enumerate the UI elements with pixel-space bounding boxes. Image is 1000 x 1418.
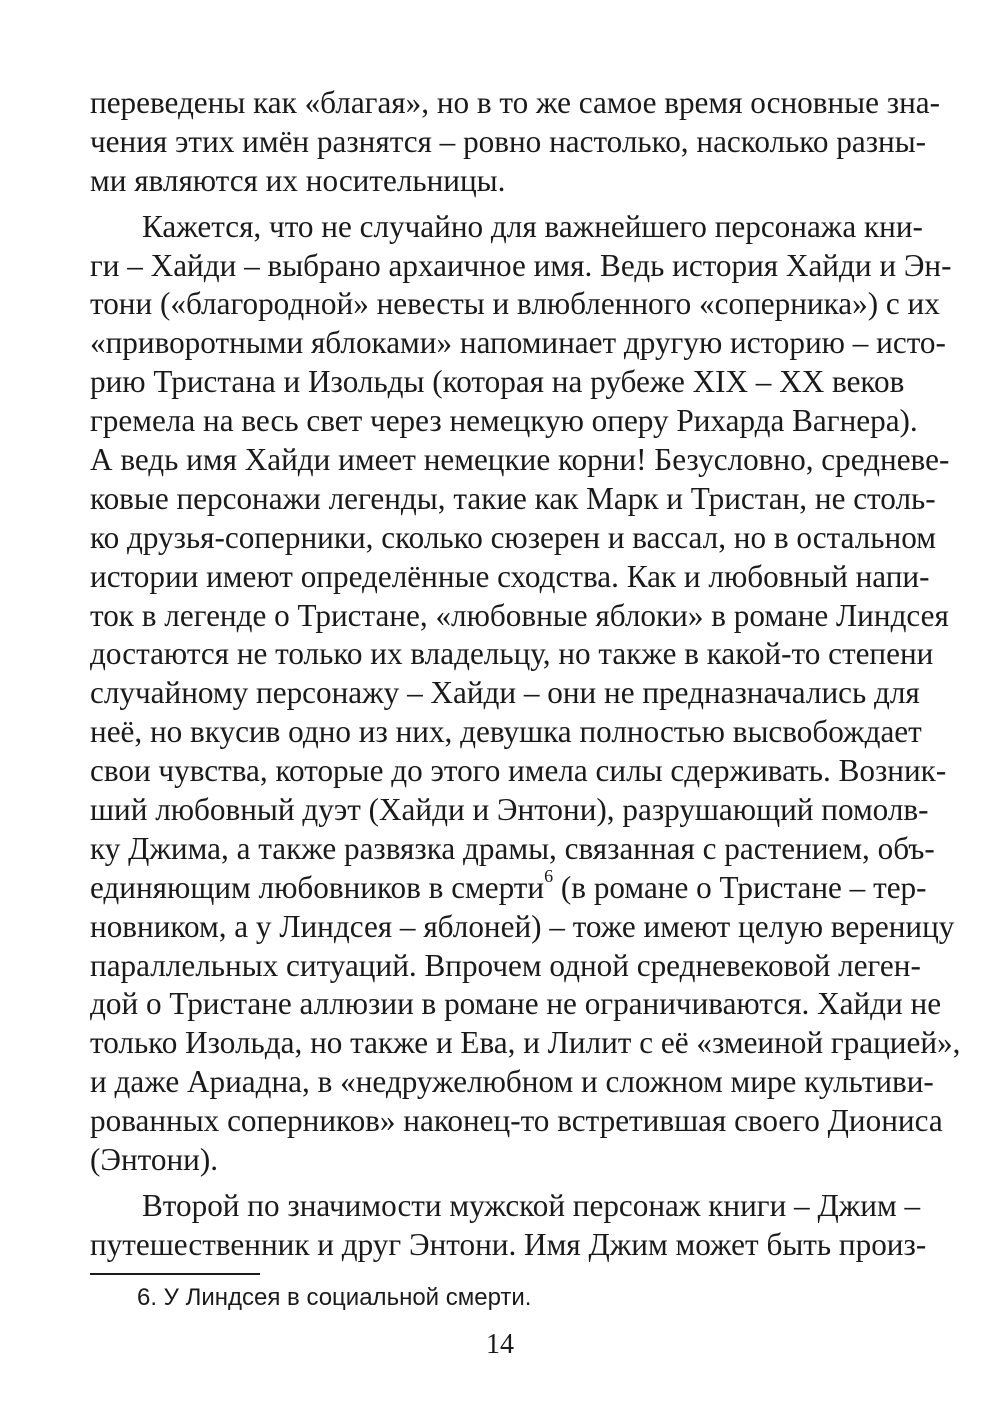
text-line: переведены как «благая», но в то же самое время основные зна- — [90, 85, 941, 120]
text-line: параллельных ситуаций. Впрочем одной средневековой леген- — [90, 947, 921, 983]
text-line: ми являются их носительницы. — [90, 162, 506, 198]
text-line: истории имеют определённые сходства. Как и любовный напи- — [90, 558, 930, 594]
text-line: Кажется, что не случайно для важнейшего персонажа кни- — [142, 208, 923, 244]
text-line: тони («благородной» невесты и влюбленного «соперника») с их — [90, 286, 940, 322]
text-line: ковые персонажи легенды, такие как Марк и Тристан, не столь- — [90, 480, 936, 516]
text-fragment: (в романе о Тристане – тер- — [553, 869, 927, 905]
text-line: новником, а у Линдсея – яблоней) – тоже имеют целую вереницу — [90, 908, 955, 944]
text-line: путешественник и друг Энтони. Имя Джим может быть произ- — [90, 1226, 927, 1262]
text-line: ги – Хайди – выбрано архаичное имя. Ведь история Хайди и Эн- — [90, 247, 952, 283]
text-line: свои чувства, которые до этого имела силы сдерживать. Возник- — [90, 753, 947, 789]
text-line: чения этих имён разнятся – ровно настолько, насколько разны- — [90, 123, 927, 159]
text-line: ку Джима, а также развязка драмы, связанная с растением, объ- — [90, 830, 935, 866]
page-number: 14 — [486, 1329, 514, 1360]
text-line: гремела на весь свет через немецкую оперу Рихарда Вагнера). — [90, 403, 918, 439]
text-line: рию Тристана и Изольды (которая на рубеже XIX – XX веков — [90, 364, 905, 400]
text-line-with-footnote — [90, 866, 927, 908]
text-line: и даже Ариадна, в «недружелюбном и сложном мире культиви- — [90, 1064, 934, 1100]
text-line: (Энтони). — [90, 1142, 219, 1178]
text-line: ко друзья-соперники, сколько сюзерен и вассал, но в остальном — [90, 519, 936, 555]
footnote-reference[interactable]: 6 — [544, 866, 554, 887]
text-fragment: единяющим любовников в смерти — [90, 869, 545, 905]
text-line: неё, но вкусив одно из них, девушка полностью высвобождает — [90, 714, 922, 750]
text-line: случайному персонажу – Хайди – они не предназначались для — [90, 675, 920, 711]
text-line: рованных соперников» наконец-то встретившая своего Диониса — [90, 1103, 943, 1139]
footnote-text: 6. У Линдсея в социальной смерти. — [137, 1284, 532, 1311]
footnote-divider — [90, 1273, 260, 1275]
text-line: достаются не только их владельцу, но также в какой-то степени — [90, 636, 934, 672]
text-line: «приворотными яблоками» напоминает другую историю – исто- — [90, 325, 946, 361]
text-line: только Изольда, но также и Ева, и Лилит с её «змеиной грацией», — [90, 1025, 961, 1061]
text-line: ток в легенде о Тристане, «любовные яблоки» в романе Линдсея — [90, 597, 949, 633]
text-line: Второй по значимости мужской персонаж книги – Джим – — [142, 1187, 921, 1223]
body-text — [90, 84, 961, 1265]
text-line: ший любовный дуэт (Хайди и Энтони), разрушающий помолв- — [90, 792, 929, 828]
text-line: дой о Тристане аллюзии в романе не ограничиваются. Хайди не — [90, 986, 942, 1022]
text-line: А ведь имя Хайди имеет немецкие корни! Безусловно, средневе- — [90, 442, 950, 478]
